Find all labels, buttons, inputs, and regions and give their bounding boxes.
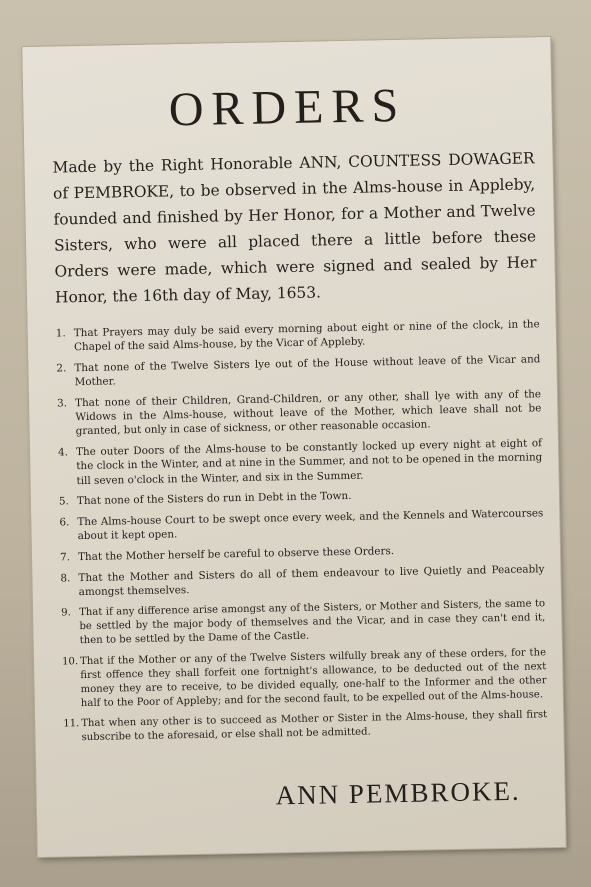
order-number: 9. xyxy=(61,607,71,619)
order-text: That Prayers may duly be said every morning about eight or nine of the clock, in the Chapel of the said Alms-house, by the Vicar of Appleby. xyxy=(73,318,540,354)
order-text: That none of the Twelve Sisters lye out of the House without leave of the Vicar and Mother. xyxy=(74,353,541,389)
order-item xyxy=(60,562,544,600)
order-text: The outer Doors of the Alms-house to be constantly locked up every night at eight of the clock in the Winter, and at nine in the Summer, and not to be opened in the morning till seven o'clock in the Winter, and six in the Summer. xyxy=(75,437,543,487)
order-text: That if any difference arise amongst any of the Sisters, or Mother and Sisters, the same to be settled by the major body of themselves and the Vicar, and in case they can't end it, then to be settled by the Dame of the Castle. xyxy=(79,598,546,647)
order-item xyxy=(59,486,543,509)
printed-notice xyxy=(22,37,565,857)
order-text: The Alms-house Court to be swept once every week, and the Kennels and Watercourses about it kept open. xyxy=(77,507,544,543)
order-text: That when any other is to succeed as Mother or Sister in the Alms-house, they shall first subscribe to the aforesaid, or else shall not be admitted. xyxy=(81,709,548,744)
order-item xyxy=(61,597,546,648)
orders-list xyxy=(56,317,548,752)
order-number: 3. xyxy=(57,397,68,410)
order-text: That the Mother and Sisters do all of them endeavour to live Quietly and Peaceably amongst themselves. xyxy=(78,563,545,599)
order-number: 8. xyxy=(60,572,71,585)
signature: ANN PEMBROKE. xyxy=(275,775,521,811)
order-item xyxy=(63,708,547,745)
order-item xyxy=(57,387,542,439)
order-number: 5. xyxy=(58,495,70,508)
order-item xyxy=(56,352,540,390)
order-number: 7. xyxy=(59,551,71,564)
order-number: 4. xyxy=(57,446,69,459)
order-item xyxy=(59,506,543,544)
order-number: 1. xyxy=(55,327,66,340)
order-number: 6. xyxy=(59,516,70,529)
order-text: That the Mother herself be careful to observe these Orders. xyxy=(77,545,395,564)
order-text: That if the Mother or any of the Twelve Sisters wilfully break any of these orders, for the first offence they shall forfeit one fortnight's allowance, to be deducted out of the next money they are to receive, to be divided equally, one-half to the Informer and the other half to the Poor of Appleby; and for the second fault, to be expelled out of the Alms-house. xyxy=(79,646,547,709)
order-number: 2. xyxy=(56,362,67,375)
order-text: That none of their Children, Grand-Children, or any other, shall lye with any of the Widows in the Alms-house, without leave of the Mother, which leave shall not be granted, but only in case of sickness, or other reasonable occasion. xyxy=(75,388,542,438)
order-number: 11. xyxy=(63,718,80,730)
order-item xyxy=(58,436,543,488)
order-item xyxy=(56,317,540,355)
notice-title: ORDERS xyxy=(168,78,407,137)
order-text: That none of the Sisters do run in Debt in the Town. xyxy=(76,490,352,508)
notice-intro: Made by the Right Honorable ANN, COUNTESS DOWAGER of PEMBROKE, to be observed in the Alms-house in Appleby, founded and finished by Her Honor, for a Mother and Twelve Sisters, who were all placed there a little before these Orders were made, which were signed and sealed by Her Honor, the 16th day of May, 1653. xyxy=(52,149,537,307)
order-number: 10. xyxy=(61,655,79,668)
order-item xyxy=(62,646,547,711)
order-item xyxy=(60,541,544,564)
